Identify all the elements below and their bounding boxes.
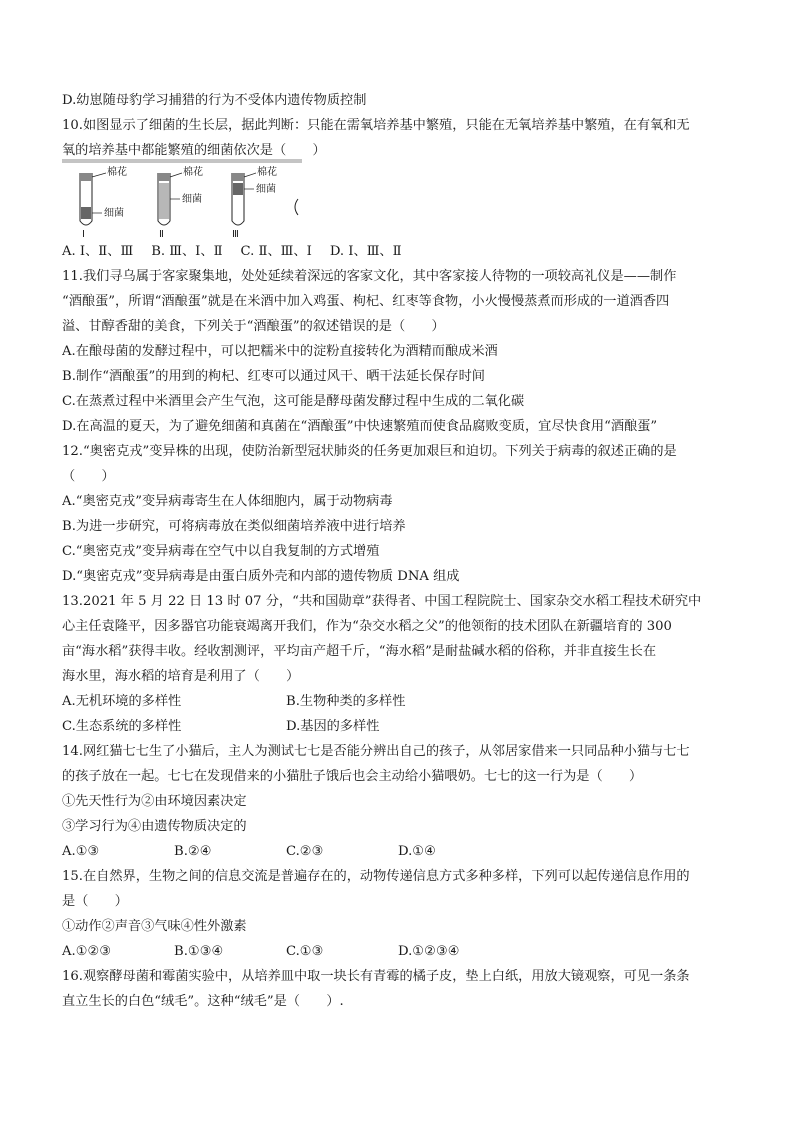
q13-option-b[interactable]: B.生物种类的多样性	[286, 694, 406, 709]
tube-1	[80, 165, 127, 239]
q12-stem-line-1: 12.“奥密克戎”变异株的出现，使防治新型冠状肺炎的任务更加艰巨和迫切。下列关于病毒的叙述正确的是	[62, 444, 677, 459]
q15-options	[62, 939, 734, 964]
q11-option-b[interactable]: B.制作“酒酿蛋”的用到的枸杞、红枣可以通过风干、晒干法延长保存时间	[62, 369, 485, 384]
q11-option-c[interactable]: C.在蒸煮过程中米酒里会产生气泡，这可能是酵母菌发酵过程中生成的二氧化碳	[62, 394, 525, 409]
tube-1-bacteria-label: 细菌	[104, 208, 124, 219]
q12-option-d[interactable]: D.“奥密克戎”变异病毒是由蛋白质外壳和内部的遗传物质 DNA 组成	[62, 569, 460, 584]
tube-1-numeral: Ⅰ	[82, 229, 85, 239]
tube-3-cotton-label: 棉花	[257, 167, 277, 178]
q11-stem-line-3: 溢、甘醇香甜的美食，下列关于“酒酿蛋”的叙述错误的是（ ）	[62, 319, 445, 334]
q12-option-b[interactable]: B.为进一步研究，可将病毒放在类似细菌培养液中进行培养	[62, 519, 406, 534]
q11-option-a[interactable]: A.在酿母菌的发酵过程中，可以把糯米中的淀粉直接转化为酒精而酿成米酒	[62, 344, 498, 359]
test-tubes-diagram	[62, 159, 322, 239]
q10-option-d[interactable]: D. Ⅰ、Ⅲ、Ⅱ	[329, 244, 402, 259]
q14-stem-line-2: 的孩子放在一起。七七在发现借来的小猫肚子饿后也会主动给小猫喂奶。七七的这一行为是（ ）	[62, 769, 643, 784]
q14-choices-line-1: ①先天性行为②由环境因素决定	[62, 794, 247, 809]
q13-option-c[interactable]: C.生态系统的多样性	[62, 719, 182, 734]
tube-2-cotton-label: 棉花	[183, 167, 203, 178]
q10-option-b[interactable]: B. Ⅲ、Ⅰ、Ⅱ	[151, 244, 223, 259]
q15-option-a[interactable]: A.①②③	[62, 944, 112, 959]
q13-option-a[interactable]: A.无机环境的多样性	[62, 694, 182, 709]
q10-option-c[interactable]: C. Ⅱ、Ⅲ、Ⅰ	[240, 244, 312, 259]
q13-stem-line-4: 海水里，海水稻的培育是利用了（ ）	[62, 669, 300, 684]
q10-options	[62, 239, 734, 264]
q14-stem-line-1: 14.网红猫七七生了小猫后，主人为测试七七是否能分辨出自己的孩子，从邻居家借来一只同品种小猫与七七	[62, 744, 690, 759]
tube-3	[232, 165, 277, 239]
q16-stem-line-1: 16.观察酵母菌和霉菌实验中，从培养皿中取一块长有青霉的橘子皮，垫上白纸，用放大镜观察，可见一条条	[62, 969, 690, 984]
q12-option-c[interactable]: C.“奥密克戎”变异病毒在空气中以自我复制的方式增殖	[62, 544, 380, 559]
tube-2-bacteria-label: 细菌	[182, 194, 202, 205]
tube-3-numeral: Ⅲ	[232, 229, 239, 239]
q16-stem-line-2: 直立生长的白色“绒毛”。这种“绒毛”是（ ）.	[62, 994, 344, 1009]
q14-option-a[interactable]: A.①③	[62, 844, 100, 859]
q10-bacteria-tube-figure	[62, 159, 734, 239]
tube-1-cotton-label: 棉花	[107, 167, 127, 178]
q15-stem-line-2: 是（ ）	[62, 894, 128, 909]
q14-option-d[interactable]: D.①④	[398, 844, 436, 859]
tube-3-bacteria-label: 细菌	[256, 184, 276, 195]
q13-options-row-2	[62, 714, 734, 739]
q13-stem-line-3: 亩“海水稻”获得丰收。经收割测评，平均亩产超千斤，“海水稻”是耐盐碱水稻的俗称，并非直接生长在	[62, 644, 657, 659]
q11-stem-line-2: “酒酿蛋”，所谓“酒酿蛋”就是在米酒中加入鸡蛋、枸杞、红枣等食物，小火慢慢蒸煮而形成的一道酒香四	[62, 294, 670, 309]
q10-stem-line-1: 10.如图显示了细菌的生长层，据此判断：只能在需氧培养基中繁殖，只能在无氧培养基中繁殖，在有氧和无	[62, 118, 690, 133]
q15-stem-line-1: 15.在自然界，生物之间的信息交流是普遍存在的，动物传递信息方式多种多样，下列可以起传递信息作用的	[62, 869, 690, 884]
q11-stem-line-1: 11.我们寻乌属于客家聚集地，处处延续着深远的客家文化，其中客家接人待物的一项较高礼仪是——制作	[62, 269, 677, 284]
q15-option-b[interactable]: B.①③④	[174, 944, 224, 959]
q14-options	[62, 839, 734, 864]
q14-choices-line-2: ③学习行为④由遗传物质决定的	[62, 819, 247, 834]
q15-option-d[interactable]: D.①②③④	[398, 944, 460, 959]
q10-option-a[interactable]: A. Ⅰ、Ⅱ、Ⅲ	[62, 244, 134, 259]
q14-option-c[interactable]: C.②③	[286, 844, 324, 859]
q13-option-d[interactable]: D.基因的多样性	[286, 719, 380, 734]
q13-stem-line-2: 心主任袁隆平，因多器官功能衰竭离开我们，作为“杂交水稻之父”的他领衔的技术团队在新疆培育的 300	[62, 619, 672, 634]
tube-2-numeral: Ⅱ	[159, 229, 164, 239]
exam-page	[62, 88, 734, 1014]
q12-option-a[interactable]: A.“奥密克戎”变异病毒寄生在人体细胞内，属于动物病毒	[62, 494, 393, 509]
q15-option-c[interactable]: C.①③	[286, 944, 324, 959]
q11-option-d[interactable]: D.在高温的夏天，为了避免细菌和真菌在“酒酿蛋”中快速繁殖而使食品腐败变质，宜尽快食用“酒酿蛋”	[62, 419, 658, 434]
q13-options-row-1	[62, 689, 734, 714]
q14-option-b[interactable]: B.②④	[174, 844, 212, 859]
q12-stem-line-2: （ ）	[62, 469, 115, 484]
q9-option-d: D.幼崽随母豹学习捕猎的行为不受体内遗传物质控制	[62, 93, 367, 108]
q15-choices: ①动作②声音③气味④性外激素	[62, 919, 247, 934]
q10-stem-line-2: 氧的培养基中都能繁殖的细菌依次是（ ）	[62, 143, 326, 158]
tube-2	[158, 165, 203, 239]
q13-stem-line-1: 13.2021 年 5 月 22 日 13 时 07 分，“共和国勋章”获得者、中国工程院院士、国家杂交水稻工程技术研究中	[62, 594, 702, 609]
